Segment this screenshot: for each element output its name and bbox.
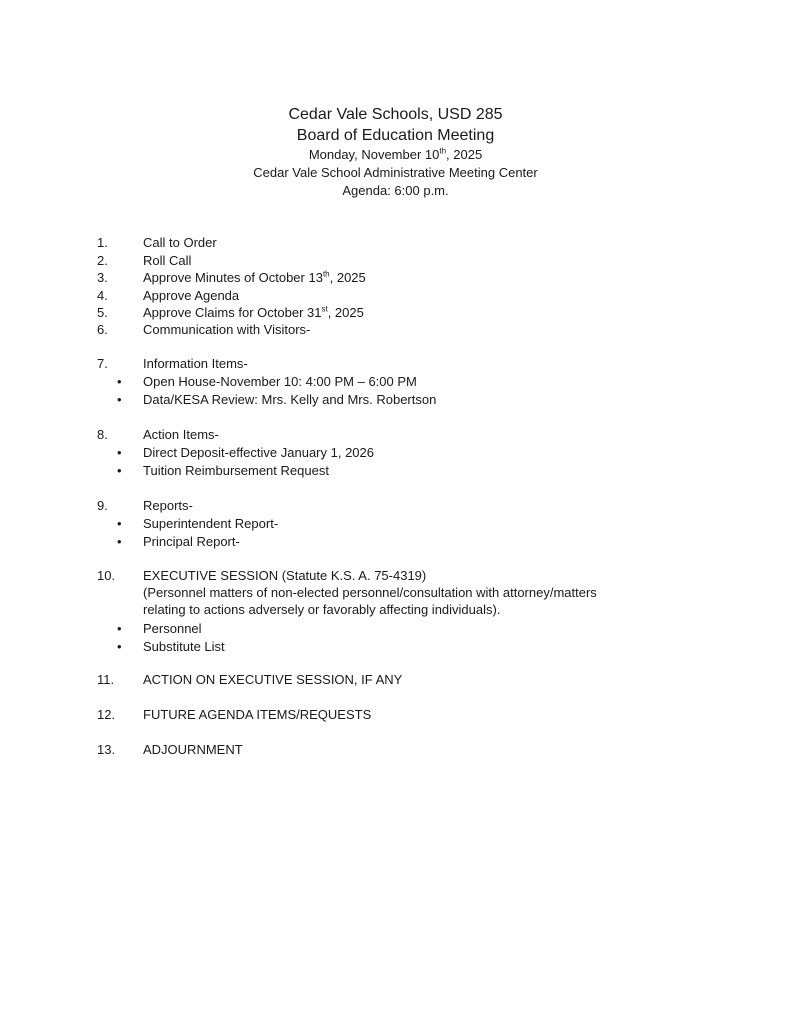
item-number: 8.	[97, 427, 108, 442]
item-description: (Personnel matters of non-elected personnel/consultation with attorney/matters	[143, 585, 597, 600]
meeting-date: Monday, November 10th, 2025	[308, 146, 483, 162]
item-text: Reports-	[143, 498, 193, 513]
bullet-icon: •	[117, 463, 122, 478]
item-text: ACTION ON EXECUTIVE SESSION, IF ANY	[143, 672, 403, 687]
item-number: 4.	[97, 288, 108, 303]
item-text: Communication with Visitors-	[143, 322, 311, 337]
item-text: Approve Minutes of October 13th, 2025	[143, 269, 366, 285]
item-number: 7.	[97, 356, 108, 371]
school-name: Cedar Vale Schools, USD 285	[288, 106, 503, 123]
bullet-text: Principal Report-	[143, 534, 240, 549]
bullet-icon: •	[117, 445, 122, 460]
meeting-location: Cedar Vale School Administrative Meeting Center	[253, 165, 538, 180]
bullet-text: Personnel	[143, 621, 202, 636]
bullet-icon: •	[117, 621, 122, 636]
bullet-icon: •	[117, 374, 122, 389]
bullet-text: Substitute List	[143, 639, 225, 654]
item-text: FUTURE AGENDA ITEMS/REQUESTS	[143, 707, 372, 722]
item-description: relating to actions adversely or favorably affecting individuals).	[143, 602, 501, 617]
item-text: EXECUTIVE SESSION (Statute K.S. A. 75-4319)	[143, 568, 427, 583]
item-number: 6.	[97, 322, 108, 337]
item-text: Action Items-	[143, 427, 219, 442]
bullet-icon: •	[117, 639, 122, 654]
item-text: Approve Claims for October 31st, 2025	[143, 304, 364, 320]
bullet-text: Open House-November 10: 4:00 PM – 6:00 PM	[143, 374, 417, 389]
meeting-title: Board of Education Meeting	[296, 127, 495, 144]
item-number: 2.	[97, 253, 108, 268]
item-text: Roll Call	[143, 253, 192, 268]
item-text: Information Items-	[143, 356, 248, 371]
agenda-header	[0, 104, 791, 200]
item-text: Call to Order	[143, 235, 217, 250]
bullet-icon: •	[117, 392, 122, 407]
agenda-time: Agenda: 6:00 p.m.	[342, 183, 449, 198]
bullet-icon: •	[117, 534, 122, 549]
item-number: 1.	[97, 235, 108, 250]
item-number: 11.	[97, 672, 115, 687]
bullet-text: Superintendent Report-	[143, 516, 279, 531]
item-number: 3.	[97, 270, 108, 285]
bullet-text: Direct Deposit-effective January 1, 2026	[143, 445, 374, 460]
item-number: 9.	[97, 498, 108, 513]
bullet-text: Data/KESA Review: Mrs. Kelly and Mrs. Robertson	[143, 392, 437, 407]
item-number: 13.	[97, 742, 116, 757]
bullet-icon: •	[117, 516, 122, 531]
item-number: 5.	[97, 305, 108, 320]
bullet-text: Tuition Reimbursement Request	[143, 463, 329, 478]
item-number: 10.	[97, 568, 116, 583]
item-number: 12.	[97, 707, 116, 722]
item-text: Approve Agenda	[143, 288, 240, 303]
item-text: ADJOURNMENT	[143, 742, 243, 757]
